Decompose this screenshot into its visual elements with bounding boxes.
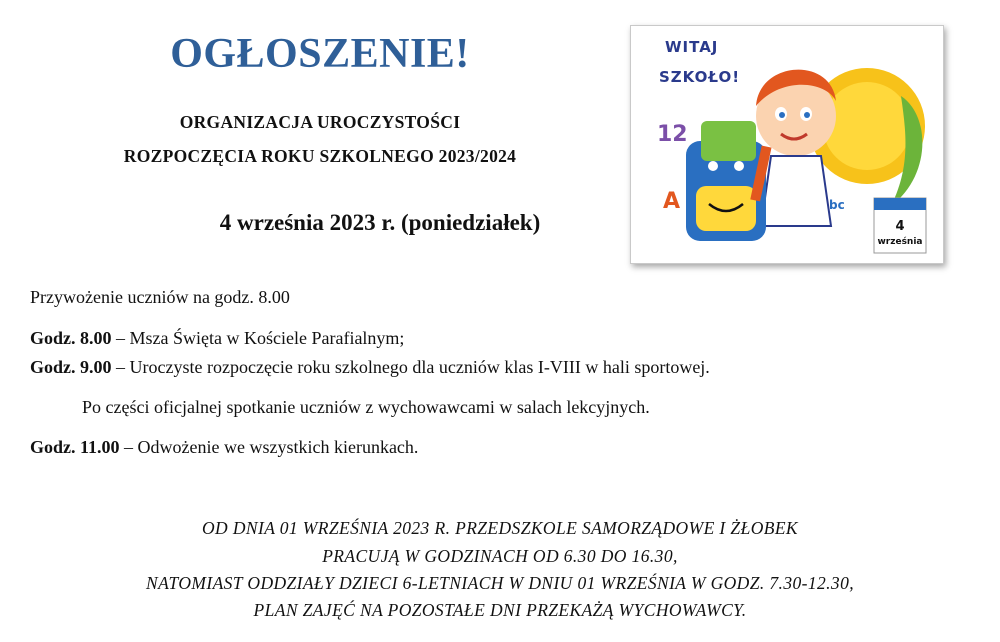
letter-a-icon: A [663, 189, 681, 214]
transport-in-line: Przywożenie uczniów na godz. 8.00 [30, 287, 290, 307]
greeting-line1: WITAJ [665, 38, 719, 56]
schedule-item-transport-out [30, 437, 418, 458]
note-line3: NATOMIAST ODDZIAŁY DZIECI 6-LETNIACH W DNIU 01 WRZEŚNIA W GODZ. 7.30-12.30, [146, 573, 854, 593]
letters-bc-icon: bc [829, 198, 845, 212]
greeting-line2: SZKOŁO! [659, 68, 741, 86]
schedule-followup: Po części oficjalnej spotkanie uczniów z wychowawcami w salach lekcyjnych. [82, 397, 650, 417]
event-subtitle-line2: ROZPOCZĘCIA ROKU SZKOLNEGO 2023/2024 [123, 146, 517, 166]
calendar-month: września [877, 237, 923, 247]
schedule-description: – Odwożenie we wszystkich kierunkach. [119, 437, 419, 457]
note-line2: PRACUJĄ W GODZINACH OD 6.30 DO 16.30, [322, 546, 678, 566]
schedule-time: Godz. 11.00 [30, 437, 120, 457]
schedule-time: Godz. 9.00 [30, 357, 112, 377]
note-line4: PLAN ZAJĘĆ NA POZOSTAŁE DNI PRZEKAŻĄ WYCHOWAWCY. [253, 600, 747, 620]
announcement-title: OGŁOSZENIE! [170, 31, 470, 77]
schedule-description: – Uroczyste rozpoczęcie roku szkolnego dla uczniów klas I-VIII w hali sportowej. [111, 357, 710, 377]
letters-12-icon: 12 [657, 122, 688, 147]
schedule-time: Godz. 8.00 [30, 328, 112, 348]
welcome-school-illustration [630, 25, 944, 264]
calendar-day: 4 [895, 219, 905, 234]
backpack-icon [686, 121, 772, 241]
schedule-description: – Msza Święta w Kościele Parafialnym; [111, 328, 405, 348]
schedule-item-ceremony [30, 357, 710, 378]
note-line1: OD DNIA 01 WRZEŚNIA 2023 R. PRZEDSZKOLE SAMORZĄDOWE I ŻŁOBEK [202, 518, 798, 538]
event-date: 4 września 2023 r. (poniedziałek) [219, 210, 541, 235]
schedule-item-mass [30, 328, 404, 349]
event-subtitle-line1: ORGANIZACJA UROCZYSTOŚCI [179, 112, 461, 132]
